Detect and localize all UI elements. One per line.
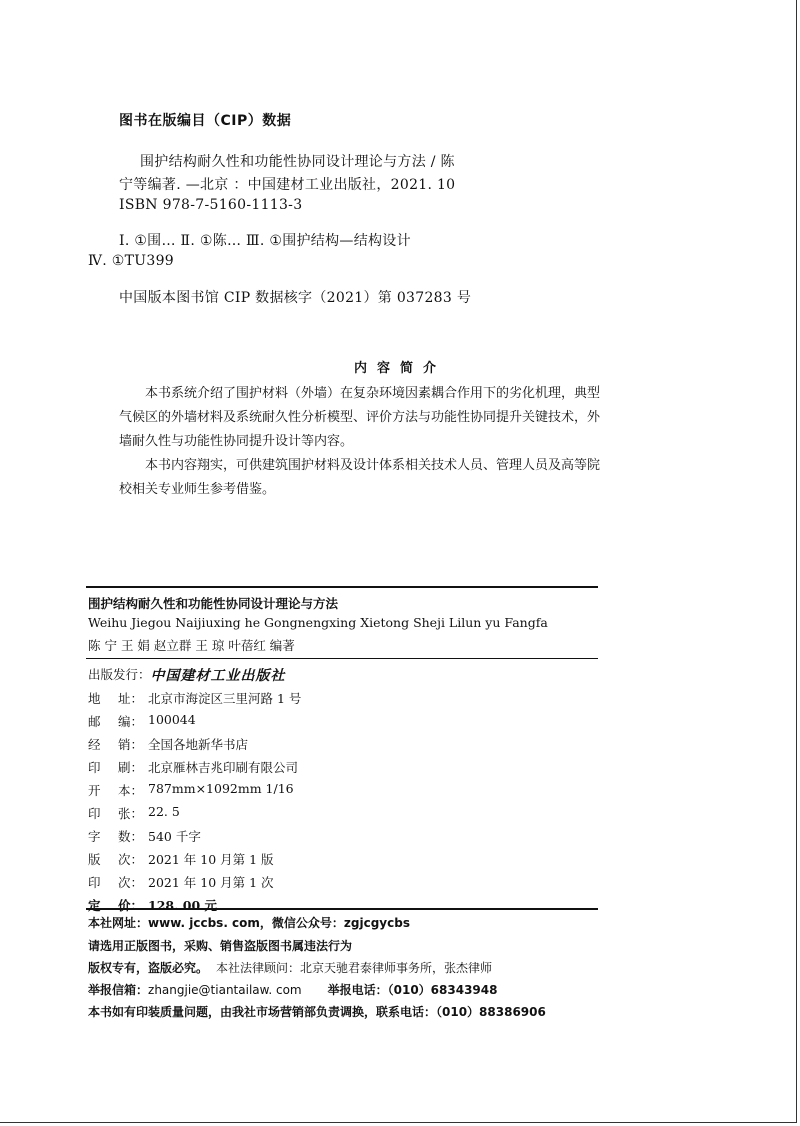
price-row	[88, 896, 217, 914]
impression-label-a: 印	[88, 875, 101, 890]
website-value: www. jccbs. com，微信公众号：zgjcgycbs	[148, 916, 410, 930]
book-authors: 陈 宁 王 娟 赵立群 王 琼 叶蓓红 编著	[88, 638, 295, 653]
postcode-row	[88, 712, 196, 730]
address-row	[88, 689, 301, 707]
report-line	[88, 981, 497, 998]
cip-classification-line-2: Ⅳ. ①TU399	[88, 253, 174, 269]
legal-counsel: 本社法律顾问：北京天驰君泰律师事务所，张杰律师	[216, 961, 493, 975]
summary-paragraph-2	[119, 454, 659, 502]
cip-isbn: ISBN 978-7-5160-1113-3	[119, 197, 303, 213]
address-value: 北京市海淀区三里河路 1 号	[148, 691, 302, 706]
sheets-label-a: 印	[88, 806, 101, 821]
distributor-label-a: 经	[88, 737, 101, 752]
edition-label-b: 次：	[118, 852, 144, 867]
words-label-b: 数：	[118, 829, 144, 844]
publisher-logo: 中国建材工业出版社	[150, 668, 286, 684]
report-email-label: 举报信箱：	[88, 983, 149, 997]
impression-label-b: 次：	[118, 875, 144, 890]
price-label-a: 定	[88, 898, 101, 913]
summary-paragraph-1	[119, 382, 659, 454]
cip-classification-line-1: Ⅰ. ①围… Ⅱ. ①陈… Ⅲ. ①围护结构—结构设计	[119, 233, 411, 249]
sheets-value: 22. 5	[148, 804, 180, 819]
rights-line	[88, 959, 492, 976]
distributor-value: 全国各地新华书店	[148, 737, 249, 752]
cip-record-number: 中国版本图书馆 CIP 数据核字（2021）第 037283 号	[119, 290, 472, 306]
report-phone-label: 举报电话：	[327, 983, 388, 997]
edition-value: 2021 年 10 月第 1 版	[148, 852, 274, 867]
separator-authors	[86, 658, 598, 659]
summary-heading: 内容简介	[353, 361, 446, 376]
summary-p1-line-1: 本书系统介绍了围护材料（外墙）在复杂环境因素耦合作用下的劣化机理，典型	[145, 386, 601, 401]
format-label-a: 开	[88, 783, 101, 798]
printer-label-b: 刷：	[118, 760, 144, 775]
sheets-label-b: 张：	[118, 806, 144, 821]
address-label-a: 地	[88, 691, 101, 706]
printer-row	[88, 758, 298, 776]
format-row	[88, 781, 294, 799]
summary-p2-line-1: 本书内容翔实，可供建筑围护材料及设计体系相关技术人员、管理人员及高等院	[145, 458, 601, 473]
impression-value: 2021 年 10 月第 1 次	[148, 875, 274, 890]
printer-label-a: 印	[88, 760, 101, 775]
distributor-label-b: 销：	[118, 737, 144, 752]
publisher-row	[88, 665, 286, 685]
impression-row	[88, 873, 274, 891]
sheets-row	[88, 804, 180, 822]
words-row	[88, 827, 201, 845]
publisher-label: 出版发行：	[88, 667, 151, 682]
words-value: 540 千字	[148, 829, 201, 844]
postcode-value: 100044	[148, 712, 196, 727]
postcode-label-a: 邮	[88, 714, 101, 729]
format-value: 787mm×1092mm 1/16	[148, 781, 294, 796]
words-label-a: 字	[88, 829, 101, 844]
postcode-label-b: 编：	[118, 714, 144, 729]
format-label-b: 本：	[118, 783, 144, 798]
summary-p1-line-2: 气候区的外墙材料及系统耐久性分析模型、评价方法与功能性协同提升关键技术，外	[119, 410, 601, 425]
cip-title-line-1: 围护结构耐久性和功能性协同设计理论与方法 / 陈	[140, 154, 455, 170]
summary-p2-line-2: 校相关专业师生参考借鉴。	[119, 482, 276, 497]
edition-label-a: 版	[88, 852, 101, 867]
price-value: 128. 00 元	[148, 898, 218, 913]
cip-heading: 图书在版编目（CIP）数据	[119, 113, 292, 129]
edition-row	[88, 850, 274, 868]
quality-notice: 本书如有印装质量问题，由我社市场营销部负责调换，联系电话：（010）88386906	[88, 1005, 546, 1019]
piracy-notice: 请选用正版图书，采购、销售盗版图书属违法行为	[88, 939, 353, 953]
book-title-pinyin: Weihu Jiegou Naijiuxing he Gongnengxing Xietong Sheji Lilun yu Fangfa	[88, 615, 548, 630]
distributor-row	[88, 735, 248, 753]
website-label: 本社网址：	[88, 916, 149, 930]
book-title: 围护结构耐久性和功能性协同设计理论与方法	[88, 596, 339, 611]
website-line	[88, 914, 410, 931]
report-email-value: zhangjie@tiantailaw. com	[148, 983, 302, 997]
address-label-b: 址：	[118, 691, 144, 706]
price-label-b: 价：	[118, 898, 144, 913]
summary-p1-line-3: 墙耐久性与功能性协同提升设计等内容。	[119, 434, 354, 449]
separator-top	[86, 586, 598, 588]
cip-title-line-2: 宁等编著. —北京 ：中国建材工业出版社，2021. 10	[119, 177, 456, 193]
printer-value: 北京雁林吉兆印刷有限公司	[148, 760, 299, 775]
report-phone-value: （010）68343948	[387, 983, 498, 997]
rights-notice: 版权专有，盗版必究。	[88, 961, 209, 975]
separator-bottom	[86, 908, 598, 910]
